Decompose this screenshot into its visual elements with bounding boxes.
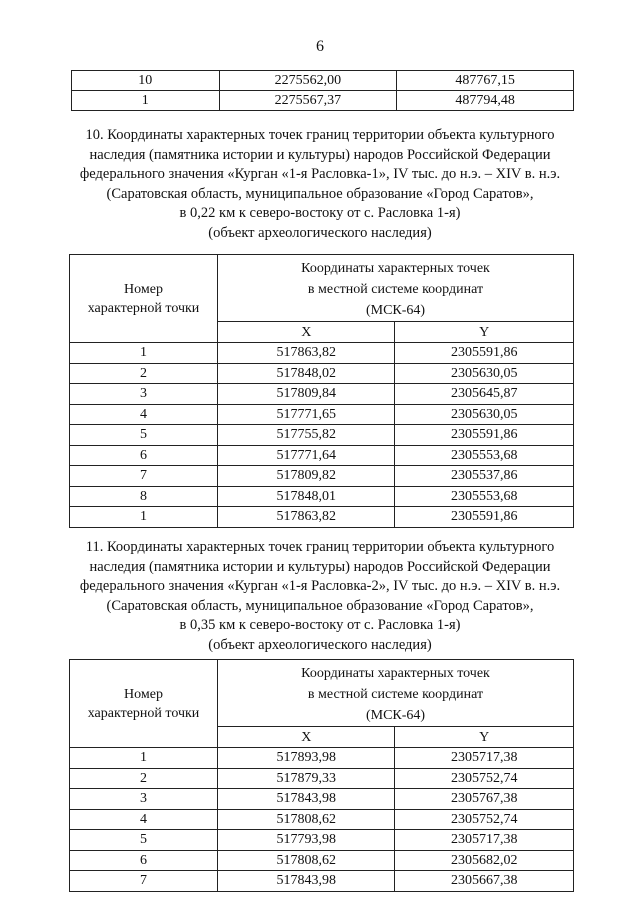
point-number-cell: 7 — [70, 466, 218, 487]
x-coordinate-cell: 517793,98 — [218, 830, 395, 851]
table-row — [70, 343, 574, 364]
heading-line: федерального значения «Курган «1-я Расловка-1», IV тыс. до н.э. – XIV в. н.э. — [79, 166, 561, 183]
x-coordinate-cell: 2275562,00 — [219, 71, 397, 91]
header-line: в местной системе координат — [307, 281, 484, 297]
x-coordinate-cell: 517809,82 — [218, 466, 395, 487]
point-number-cell: 5 — [70, 425, 218, 446]
header-line: Координаты характерных точек — [301, 665, 490, 681]
x-coordinate-cell: 517893,98 — [218, 748, 395, 769]
heading-line: федерального значения «Курган «1-я Расловка-2», IV тыс. до н.э. – XIV в. н.э. — [79, 578, 561, 595]
y-coordinate-cell: 2305537,86 — [395, 466, 574, 487]
table-row — [70, 850, 574, 871]
header-line: в местной системе координат — [307, 686, 484, 702]
point-number-cell: 1 — [70, 343, 218, 364]
y-coordinate-cell: 2305682,02 — [395, 850, 574, 871]
heading-line: наследия (памятника истории и культуры) народов Российской Федерации — [89, 146, 551, 163]
section-heading-11 — [60, 538, 580, 656]
y-coordinate-cell: 2305667,38 — [395, 871, 574, 892]
y-coordinate-cell: 2305717,38 — [395, 830, 574, 851]
table-row — [70, 748, 574, 769]
x-coordinate-cell: 517843,98 — [218, 789, 395, 810]
point-number-cell: 4 — [70, 809, 218, 830]
y-coordinate-cell: 2305645,87 — [395, 384, 574, 405]
x-coordinate-cell: 517809,84 — [218, 384, 395, 405]
table-row — [70, 830, 574, 851]
heading-line: (объект археологического наследия) — [208, 636, 432, 653]
point-number-cell: 6 — [70, 850, 218, 871]
x-coordinate-cell: 517848,02 — [218, 363, 395, 384]
header-line: Номер — [124, 686, 163, 702]
point-number-header — [70, 255, 218, 343]
point-number-cell: 5 — [70, 830, 218, 851]
y-coordinate-cell: 2305752,74 — [395, 768, 574, 789]
x-coordinate-cell: 517848,01 — [218, 486, 395, 507]
x-coordinate-cell: 517879,33 — [218, 768, 395, 789]
y-coordinate-cell: 2305752,74 — [395, 809, 574, 830]
y-coordinate-cell: 2305591,86 — [395, 343, 574, 364]
page-number: 6 — [316, 38, 324, 55]
coordinates-table-10 — [69, 254, 574, 528]
point-number-cell: 1 — [72, 91, 220, 111]
header-line: (МСК-64) — [365, 302, 426, 318]
x-coordinate-cell: 517771,64 — [218, 445, 395, 466]
point-number-cell: 4 — [70, 404, 218, 425]
coordinates-group-header — [218, 255, 574, 322]
coordinates-group-header — [218, 660, 574, 727]
point-number-header — [70, 660, 218, 748]
table-row — [70, 871, 574, 892]
y-coordinate-cell: 2305630,05 — [395, 404, 574, 425]
header-line: (МСК-64) — [365, 707, 426, 723]
x-coordinate-cell: 517863,82 — [218, 343, 395, 364]
table-row — [72, 91, 574, 111]
y-coordinate-cell: 2305591,86 — [395, 425, 574, 446]
table-row — [70, 486, 574, 507]
header-line: характерной точки — [87, 300, 200, 316]
point-number-cell: 2 — [70, 363, 218, 384]
y-coordinate-cell: 2305767,38 — [395, 789, 574, 810]
y-coordinate-cell: 487794,48 — [397, 91, 574, 111]
point-number-cell: 8 — [70, 486, 218, 507]
table-row — [70, 507, 574, 528]
section-heading-10 — [60, 126, 580, 244]
heading-line: наследия (памятника истории и культуры) народов Российской Федерации — [89, 558, 551, 575]
x-coordinate-cell: 517863,82 — [218, 507, 395, 528]
y-coordinate-cell: 2305630,05 — [395, 363, 574, 384]
y-coordinate-cell: 2305553,68 — [395, 486, 574, 507]
y-coordinate-cell: 2305553,68 — [395, 445, 574, 466]
x-column-header: X — [218, 322, 395, 343]
x-coordinate-cell: 517808,62 — [218, 850, 395, 871]
heading-line: (объект археологического наследия) — [208, 224, 432, 241]
header-line: характерной точки — [87, 705, 200, 721]
coordinates-table-11 — [69, 659, 574, 892]
header-row — [70, 660, 574, 727]
y-coordinate-cell: 2305717,38 — [395, 748, 574, 769]
point-number-cell: 10 — [72, 71, 220, 91]
point-number-cell: 3 — [70, 789, 218, 810]
heading-line: 10. Координаты характерных точек границ территории объекта культурного — [85, 127, 555, 143]
x-column-header: X — [218, 727, 395, 748]
point-number-cell: 6 — [70, 445, 218, 466]
table-row — [70, 384, 574, 405]
heading-line: в 0,22 км к северо-востоку от с. Расловка 1-я) — [179, 205, 461, 222]
table-row — [70, 445, 574, 466]
point-number-cell: 1 — [70, 507, 218, 528]
heading-line: в 0,35 км к северо-востоку от с. Расловка 1-я) — [179, 617, 461, 634]
x-coordinate-cell: 517843,98 — [218, 871, 395, 892]
table-row — [70, 466, 574, 487]
table-row — [70, 768, 574, 789]
point-number-cell: 7 — [70, 871, 218, 892]
y-coordinate-cell: 2305591,86 — [395, 507, 574, 528]
header-line: Номер — [124, 281, 163, 297]
table-row — [70, 363, 574, 384]
y-column-header: Y — [395, 727, 574, 748]
continuation-table — [71, 70, 574, 111]
point-number-cell: 1 — [70, 748, 218, 769]
header-line: Координаты характерных точек — [301, 260, 490, 276]
x-coordinate-cell: 2275567,37 — [219, 91, 397, 111]
header-row — [70, 255, 574, 322]
heading-line: 11. Координаты характерных точек границ территории объекта культурного — [85, 539, 555, 555]
y-coordinate-cell: 487767,15 — [397, 71, 574, 91]
heading-line: (Саратовская область, муниципальное образование «Город Саратов», — [106, 597, 534, 614]
table-row — [70, 809, 574, 830]
x-coordinate-cell: 517771,65 — [218, 404, 395, 425]
point-number-cell: 3 — [70, 384, 218, 405]
point-number-cell: 2 — [70, 768, 218, 789]
y-column-header: Y — [395, 322, 574, 343]
x-coordinate-cell: 517808,62 — [218, 809, 395, 830]
table-row — [70, 425, 574, 446]
x-coordinate-cell: 517755,82 — [218, 425, 395, 446]
table-row — [70, 789, 574, 810]
heading-line: (Саратовская область, муниципальное образование «Город Саратов», — [106, 185, 534, 202]
table-row — [70, 404, 574, 425]
table-row — [72, 71, 574, 91]
